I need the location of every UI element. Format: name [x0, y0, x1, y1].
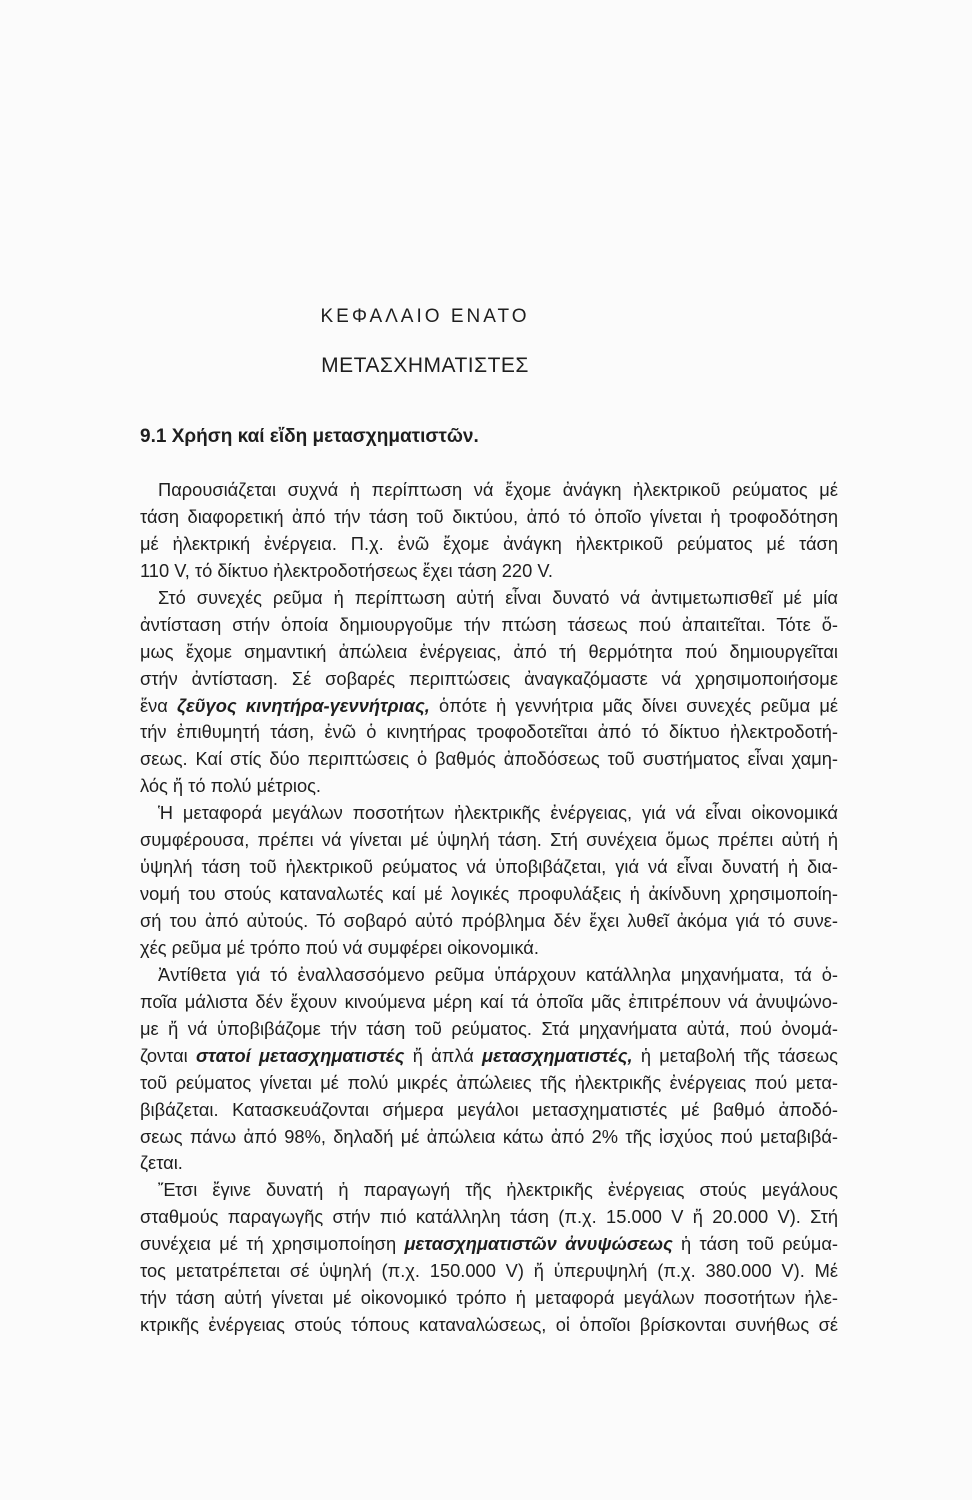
text-line	[140, 854, 838, 881]
text-run: σταθμούς παραγωγῆς στήν πιό κατάλληλη τάση (π.χ. 15.000 V ἤ 20.000 V). Στή	[140, 1206, 838, 1228]
emphasized-term: μετασχηματιστές,	[482, 1044, 633, 1066]
text-run: τάση διαφορετική ἀπό τήν τάση τοῦ δικτύου, ἀπό τό ὁποῖο γίνεται ἡ τροφοδότηση	[140, 505, 838, 527]
text-line	[140, 1285, 838, 1312]
text-run: ζονται	[140, 1044, 197, 1066]
text-line	[140, 827, 838, 854]
text-line	[140, 531, 838, 558]
text-run: τήν ἐπιθυμητή τάση, ἐνῶ ὁ κινητήρας τροφοδοτεῖται ἀπό τό δίκτυο ἠλεκτροδοτή-	[140, 721, 838, 743]
emphasized-term: στατοί μετασχηματιστές	[196, 1044, 405, 1066]
text-line	[140, 1258, 838, 1285]
emphasized-term: ζεῦγος κινητήρα-γεννήτριας,	[177, 694, 430, 716]
text-line	[140, 881, 838, 908]
text-line	[140, 773, 838, 800]
text-line	[140, 1231, 838, 1258]
text-line	[140, 1177, 838, 1204]
text-line	[140, 935, 838, 962]
text-run: κτρικῆς ἐνέργειας στούς τόπους καταναλώσεως, οἱ ὁποῖοι βρίσκονται συνήθως σέ	[140, 1314, 838, 1336]
text-run: συμφέρουσα, πρέπει νά γίνεται μέ ὑψηλή τάση. Στή συνέχεια ὅμως πρέπει αὐτή ἡ	[140, 829, 838, 851]
text-run: σεως. Καί στίς δύο περιπτώσεις ὁ βαθμός ἀποδόσεως τοῦ συστήματος εἶναι χαμη-	[140, 748, 838, 770]
text-run: Παρουσιάζεται συχνά ἡ περίπτωση νά ἔχομε ἀνάγκη ἠλεκτρικοῦ ρεύματος μέ	[158, 479, 838, 500]
text-run: ὑψηλή τάση τοῦ ἠλεκτρικοῦ ρεύματος νά ὑποβιβάζεται, γιά νά εἶναι δυνατή ἡ δια-	[140, 856, 838, 878]
text-line	[140, 1070, 838, 1097]
text-run: Ἀντίθετα γιά τό ἐναλλασσόμενο ρεῦμα ὑπάρχουν κατάλληλα μηχανήματα, τά ὁ-	[158, 963, 838, 985]
text-line	[140, 585, 838, 612]
text-run: συνέχεια μέ τή χρησιμοποίηση	[140, 1233, 405, 1255]
text-run: 110 V, τό δίκτυο ἠλεκτροδοτήσεως ἔχει τάση 220 V.	[140, 559, 553, 581]
paragraph	[140, 962, 838, 1178]
text-line	[140, 666, 838, 693]
text-run: ἡ μεταβολή τῆς τάσεως	[632, 1044, 838, 1066]
text-run: λός ἤ τό πολύ μέτριος.	[140, 775, 322, 797]
body-text	[140, 477, 838, 1339]
text-line	[140, 800, 838, 827]
text-run: μέ ἠλεκτρική ἐνέργεια. Π.χ. ἐνῶ ἔχομε ἀνάγκη ἠλεκτρικοῦ ρεύματος μέ τάση	[140, 532, 838, 554]
text-run: χές ρεῦμα μέ τρόπο πού νά συμφέρει οἰκονομικά.	[140, 936, 539, 958]
text-run: τήν τάση αὐτή γίνεται μέ οἰκονομικό τρόπο ἡ μεταφορά μεγάλων ποσοτήτων ἠλε-	[140, 1287, 838, 1309]
text-line	[140, 477, 838, 504]
text-line	[140, 962, 838, 989]
text-line	[140, 558, 838, 585]
text-run: ποῖα μάλιστα δέν ἔχουν κινούμενα μέρη καί τά ὁποῖα μᾶς ἐπιτρέπουν νά ἀνυψώνο-	[140, 990, 838, 1012]
text-run: τοῦ ρεύματος γίνεται μέ πολύ μικρές ἀπώλειες τῆς ἠλεκτρικῆς ἐνέργειας πού μετα-	[140, 1071, 838, 1093]
text-line	[140, 719, 838, 746]
text-line	[140, 504, 838, 531]
text-line	[140, 1204, 838, 1231]
text-run: σεως πάνω ἀπό 98%, δηλαδή μέ ἀπώλεια κάτω ἀπό 2% τῆς ἰσχύος πού μεταβιβά-	[140, 1125, 838, 1147]
text-run: βιβάζεται. Κατασκευάζονται σήμερα μεγάλοι μετασχηματιστές μέ βαθμό ἀποδό-	[140, 1098, 838, 1120]
text-line	[140, 1124, 838, 1151]
text-run: ἀντίσταση στήν ὁποία δημιουργοῦμε τήν πτώση τάσεως πού ἀπαιτεῖται. Τότε ὅ-	[140, 613, 838, 635]
text-line	[140, 1016, 838, 1043]
text-run: σή του ἀπό αὐτούς. Τό σοβαρό αὐτό πρόβλημα δέν ἔχει λυθεῖ ἀκόμα γιά τό συνε-	[140, 910, 838, 931]
text-line	[140, 1097, 838, 1124]
text-run: με ἤ νά ὑποβιβάζομε τήν τάση τοῦ ρεύματος. Στά μηχανήματα αὐτά, πού ὀνομά-	[140, 1017, 838, 1039]
text-run: ὁπότε ἡ γεννήτρια μᾶς δίνει συνεχές ρεῦμα μέ	[429, 694, 838, 716]
text-line	[140, 693, 838, 720]
paragraph	[140, 585, 838, 801]
text-line	[140, 612, 838, 639]
chapter-label: ΚΕΦΑΛΑΙΟ ΕΝΑΤΟ	[320, 306, 530, 327]
text-run: τος μετατρέπεται σέ ὑψηλή (π.χ. 150.000 V) ἤ ὑπερυψηλή (π.χ. 380.000 V). Μέ	[140, 1260, 838, 1282]
text-run: Ἔτσι ἔγινε δυνατή ἡ παραγωγή τῆς ἠλεκτρικῆς ἐνέργειας στούς μεγάλους	[158, 1179, 838, 1201]
text-run: ἕνα	[140, 694, 177, 716]
paragraph	[140, 800, 838, 962]
text-run: Ἡ μεταφορά μεγάλων ποσοτήτων ἠλεκτρικῆς ἐνέργειας, γιά νά εἶναι οἰκονομικά	[158, 802, 838, 824]
text-line	[140, 1150, 838, 1177]
emphasized-term: μετασχηματιστῶν ἀνυψώσεως	[404, 1233, 673, 1255]
text-line	[140, 908, 838, 935]
text-run: Στό συνεχές ρεῦμα ἡ περίπτωση αὐτή εἶναι δυνατό νά ἀντιμετωπισθεῖ μέ μία	[158, 586, 838, 608]
chapter-title: ΜΕΤΑΣΧΗΜΑΤΙΣΤΕΣ	[321, 354, 529, 377]
text-line	[140, 1312, 838, 1339]
text-run: νομή του στούς καταναλωτές καί μέ λογικές προφυλάξεις ἡ ἀκίνδυνη χρησιμοποίη-	[140, 883, 838, 905]
text-run: στήν ἀντίσταση. Σέ σοβαρές περιπτώσεις ἀναγκαζόμαστε νά χρησιμοποιήσομε	[140, 667, 838, 689]
paragraph	[140, 1177, 838, 1339]
text-line	[140, 1043, 838, 1070]
text-run: ζεται.	[140, 1152, 183, 1174]
text-line	[140, 989, 838, 1016]
section-heading: 9.1 Χρήση καί εἴδη μετασχηματιστῶν.	[140, 426, 479, 447]
text-line	[140, 746, 838, 773]
text-run: μως ἔχομε σημαντική ἀπώλεια ἐνέργειας, ἀπό τή θερμότητα πού δημιουργεῖται	[140, 640, 838, 662]
text-run: ἡ τάση τοῦ ρεύμα-	[672, 1233, 839, 1255]
text-line	[140, 639, 838, 666]
text-run: ἤ ἁπλά	[404, 1044, 483, 1066]
paragraph	[140, 477, 838, 585]
